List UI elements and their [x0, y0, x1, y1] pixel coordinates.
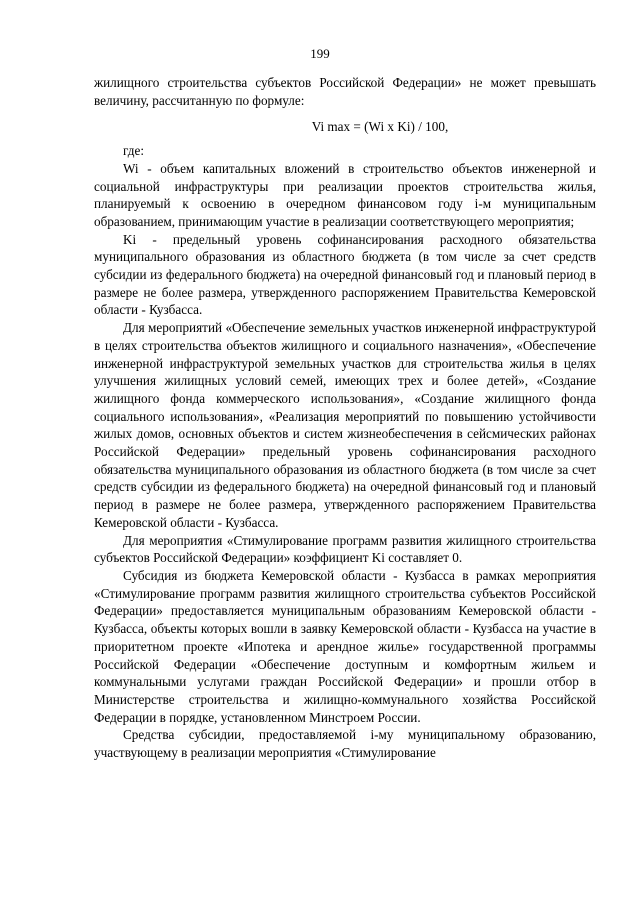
paragraph-3: Wi - объем капитальных вложений в строительство объектов инженерной и социальной инфраструктуры при реализации проектов строительства жилья, планируемый к освоению в очередном финансовом году i-м муниципальным образованием, принимающим участие в реализации соответствующего мероприятия; — [94, 160, 596, 229]
paragraph-4: Ki - предельный уровень софинансирования расходного обязательства муниципального образования из областного бюджета (в том числе за счет средств субсидии из федерального бюджета) на очередной финансовый год и плановый период в размере не более размера, утвержденного распоряжением Правительства Кемеровской области - Кузбасса. — [94, 231, 596, 318]
document-body — [94, 74, 596, 762]
paragraph-8: Средства субсидии, предоставляемой i-му муниципальному образованию, участвующему в реализации мероприятия «Стимулирование — [94, 727, 596, 761]
paragraph-6: Для мероприятия «Стимулирование программ развития жилищного строительства субъектов Российской Федерации» коэффициент Ki составляет 0. — [94, 532, 596, 566]
paragraph-7: Субсидия из бюджета Кемеровской области - Кузбасса в рамках мероприятия «Стимулирование программ развития жилищного строительства субъектов Российской Федерации» предоставляется муниципальным образованиям Кемеровской области - Кузбасса, объекты которых вошли в заявку Кемеровской области - Кузбасса на участие в приоритетном проекте «Ипотека и арендное жилье» государственной программы Российской Федерации «Обеспечение доступным и комфортным жильем и коммунальными услугами граждан Российской Федерации» и прошли отбор в Министерстве строительства и жилищно-коммунального хозяйства Российской Федерации в порядке, установленном Минстроем России. — [94, 567, 596, 725]
paragraph-5: Для мероприятий «Обеспечение земельных участков инженерной инфраструктурой в целях строительства объектов жилищного и социального назначения», «Обеспечение инженерной инфраструктурой земельных участков для строительства жилья в целях улучшения жилищных условий семей, имеющих трех и более детей», «Создание жилищного фонда коммерческого использования», «Создание жилищного фонда социального использования», «Реализация мероприятий по повышению устойчивости жилых домов, основных объектов и систем жизнеобеспечения в сейсмических районах Российской Федерации» предельный уровень софинансирования расходного обязательства муниципального образования из областного бюджета (в том числе за счет средств субсидии из федерального бюджета) на очередной финансовый год и плановый период в размере не более размера, утвержденного распоряжением Правительства Кемеровской области - Кузбасса. — [94, 320, 596, 530]
paragraph-1: жилищного строительства субъектов Российской Федерации» не может превышать величину, рассчитанную по формуле: — [94, 75, 596, 108]
paragraph-2: где: — [123, 143, 144, 159]
formula: Vi max = (Wi x Ki) / 100, — [311, 119, 449, 135]
page-number: 199 — [310, 46, 330, 61]
